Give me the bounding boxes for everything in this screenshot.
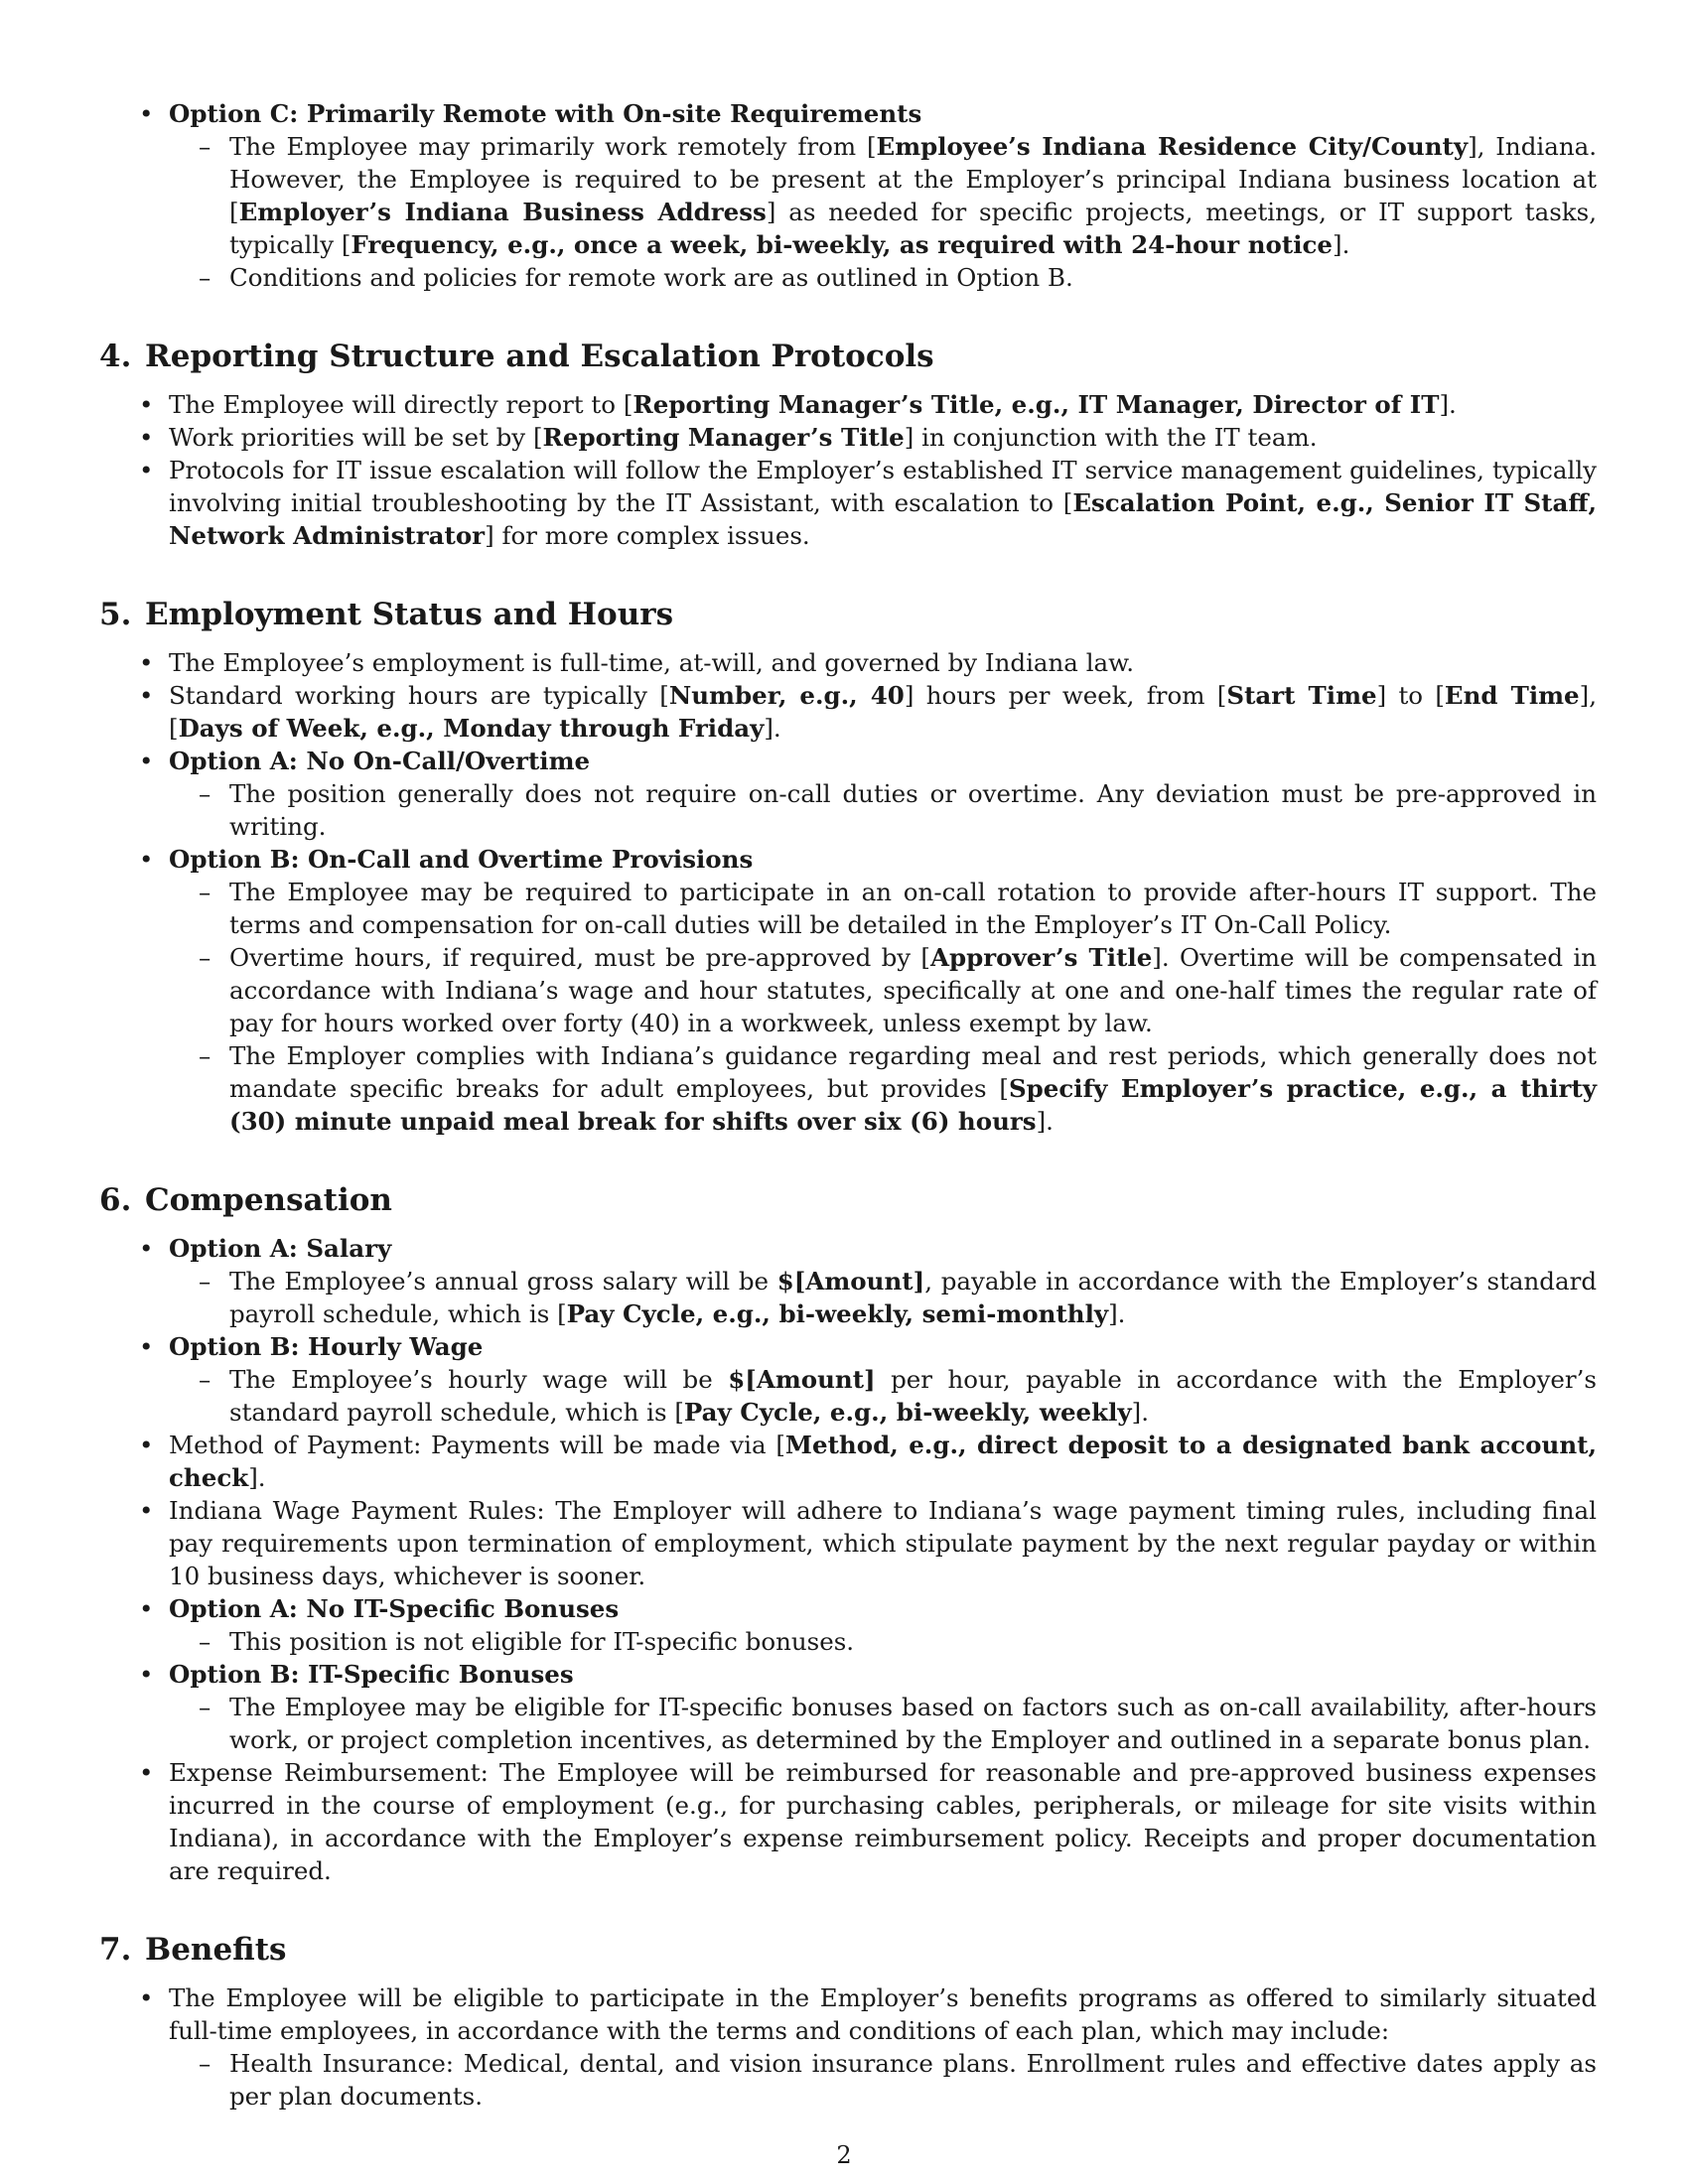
text: Expense Reimbursement: The Employee will be reimbursed for reasonable and pre-approved business expenses incurred in the course of employment (e.g., for purchasing cables, peripherals, or mileage for site visits within Indiana), in accordance with the Employer’s expense reimbursement policy. Receipts and proper documentation are required. [169,1758,1597,1885]
placeholder-field: End Time [1444,681,1580,710]
section-heading [99,1180,1597,1220]
option-c-list [99,97,1597,294]
sub-list [169,1691,1597,1756]
option-title: Option C: Primarily Remote with On-site Requirements [169,99,922,128]
placeholder-field: Frequency, e.g., once a week, bi-weekly, as required with 24-hour notice [351,230,1334,259]
page-number: 2 [836,2141,852,2169]
text: The Employee’s annual gross salary will be [229,1267,777,1296]
section-number: 4. [99,339,132,374]
text: This position is not eligible for IT-specific bonuses. [229,1627,855,1656]
list-item [99,1330,1597,1429]
sub-list-item [169,1363,1597,1429]
section-title: Reporting Structure and Escalation Protocols [145,339,934,374]
text: The Employee may be eligible for IT-specific bonuses based on factors such as on-call availability, after-hours work, or project completion incentives, as determined by the Employer and outlined in a separate bonus plan. [229,1693,1597,1754]
option-title: Option B: On-Call and Overtime Provisions [169,845,754,874]
section-6 [99,1180,1597,1887]
sub-list-item [169,2047,1597,2113]
section-number: 7. [99,1932,132,1968]
sub-list [169,1363,1597,1429]
placeholder-field: Pay Cycle, e.g., bi-weekly, weekly [683,1398,1132,1427]
sub-list-item [169,1691,1597,1756]
sub-list-item [169,1039,1597,1138]
text: per hour, payable in accordance with the Employer’s standard payroll schedule, which is [ [229,1365,1597,1427]
text: ]. [1439,390,1457,419]
sub-list [169,130,1597,294]
sub-list [169,1625,1597,1658]
list-item [99,388,1597,421]
text: Conditions and policies for remote work are as outlined in Option B. [229,263,1073,292]
placeholder-field: Days of Week, e.g., Monday through Friday [178,714,765,743]
text: ]. Overtime will be compensated in accordance with Indiana’s wage and hour statutes, specifically at one and one-half times the regular rate of pay for hours worked over forty (40) in a workweek, unless exempt by law. [229,943,1597,1037]
section-list [99,1232,1597,1887]
section-title: Employment Status and Hours [145,597,674,632]
list-item [99,679,1597,745]
sub-list-item [169,876,1597,941]
option-title: Option A: No IT-Specific Bonuses [169,1594,620,1623]
text: Overtime hours, if required, must be pre-approved by [ [229,943,930,972]
sub-list [169,777,1597,843]
text: Method of Payment: Payments will be made via [ [169,1431,785,1459]
text: ], Indiana. However, the Employee is required to be present at the Employer’s principal Indiana business location at [ [229,132,1598,226]
placeholder-field: Escalation Point, e.g., Senior IT Staff, Network Administrator [169,488,1597,550]
list-item [99,1494,1597,1592]
text: Work priorities will be set by [ [169,423,543,452]
placeholder-field: Reporting Manager’s Title [542,423,905,452]
text: ]. [248,1463,266,1492]
text: The position generally does not require on-call duties or overtime. Any deviation must be pre-approved in writing. [229,779,1597,841]
option-title: Option B: Hourly Wage [169,1332,484,1361]
sub-list [169,876,1597,1138]
sub-list-item [169,941,1597,1039]
text: ] for more complex issues. [485,521,810,550]
option-title: Option A: No On-Call/Overtime [169,747,591,775]
placeholder-field: Approver’s Title [930,943,1153,972]
list-item [99,421,1597,454]
list-item [99,745,1597,843]
list-item [99,1232,1597,1330]
text: ] hours per week, from [ [904,681,1227,710]
text: The Employee may primarily work remotely from [ [229,132,877,161]
sub-list-item [169,1265,1597,1330]
text: Indiana Wage Payment Rules: The Employer will adhere to Indiana’s wage payment timing rules, including final pay requirements upon termination of employment, which stipulate payment by the next regular payday or within 10 business days, whichever is sooner. [169,1496,1597,1590]
section-5 [99,595,1597,1138]
placeholder-field: Start Time [1226,681,1377,710]
section-list [99,388,1597,552]
section-7 [99,1930,1597,2113]
section-heading [99,595,1597,634]
text: The Employee’s hourly wage will be [229,1365,729,1394]
text: , payable in accordance with the Employer’s standard payroll schedule, which is [ [229,1267,1597,1328]
text: The Employee may be required to participate in an on-call rotation to provide after-hours IT support. The terms and compensation for on-call duties will be detailed in the Employer’s IT On-Call Policy. [229,878,1597,939]
placeholder-field: Reporting Manager’s Title, e.g., IT Manager, Director of IT [633,390,1440,419]
section-list [99,646,1597,1138]
text: The Employee will be eligible to participate in the Employer’s benefits programs as offered to similarly situated full-time employees, in accordance with the terms and conditions of each plan, which may include: [169,1983,1597,2045]
sub-list-item [169,130,1597,261]
text: ]. [1333,230,1350,259]
text: The Employee’s employment is full-time, at-will, and governed by Indiana law. [169,648,1134,677]
text: ] as needed for specific projects, meetings, or IT support tasks, typically [ [229,198,1597,259]
list-item [99,454,1597,552]
section-title: Compensation [145,1182,392,1218]
list-item [99,1429,1597,1494]
text: The Employee will directly report to [ [169,390,633,419]
placeholder-field: Number, e.g., 40 [668,681,905,710]
section-4 [99,337,1597,552]
text: Protocols for IT issue escalation will follow the Employer’s established IT service management guidelines, typically involving initial troubleshooting by the IT Assistant, with escalation to [ [169,456,1597,517]
option-title: Option B: IT-Specific Bonuses [169,1660,574,1689]
section-list [99,1981,1597,2113]
placeholder-field: Method, e.g., direct deposit to a designated bank account, check [169,1431,1597,1492]
text: ]. [1131,1398,1150,1427]
placeholder-field: Employer’s Indiana Business Address [238,198,767,226]
list-item [99,97,1597,294]
sub-list-item [169,1625,1597,1658]
list-item [99,1592,1597,1658]
list-item [99,646,1597,679]
section-heading [99,337,1597,376]
sub-list [169,1265,1597,1330]
section-heading [99,1930,1597,1970]
placeholder-field: $[Amount] [776,1267,925,1296]
text: ]. [1108,1299,1126,1328]
text: Health Insurance: Medical, dental, and vision insurance plans. Enrollment rules and effective dates apply as per plan documents. [229,2049,1597,2111]
list-item [99,1756,1597,1887]
text: The Employer complies with Indiana’s guidance regarding meal and rest periods, which generally does not mandate specific breaks for adult employees, but provides [ [229,1041,1597,1103]
placeholder-field: Pay Cycle, e.g., bi-weekly, semi-monthly [566,1299,1109,1328]
sub-list [169,2047,1597,2113]
placeholder-field: Employee’s Indiana Residence City/County [876,132,1469,161]
option-title: Option A: Salary [169,1234,392,1263]
section-number: 5. [99,597,132,632]
sub-list-item [169,777,1597,843]
placeholder-field: $[Amount] [728,1365,876,1394]
placeholder-field: Specify Employer’s practice, e.g., a thirty (30) minute unpaid meal break for shifts over six (6) hours [229,1074,1597,1136]
section-title: Benefits [145,1932,287,1968]
sub-list-item [169,261,1597,294]
text: Standard working hours are typically [ [169,681,669,710]
list-item [99,1658,1597,1756]
list-item [99,843,1597,1138]
document-content [99,97,1597,2113]
text: ] to [ [1376,681,1445,710]
list-item [99,1981,1597,2113]
section-number: 6. [99,1182,132,1218]
text: ] in conjunction with the IT team. [904,423,1318,452]
text: ], [ [169,681,1597,743]
text: ]. [1036,1107,1054,1136]
text: ]. [764,714,781,743]
